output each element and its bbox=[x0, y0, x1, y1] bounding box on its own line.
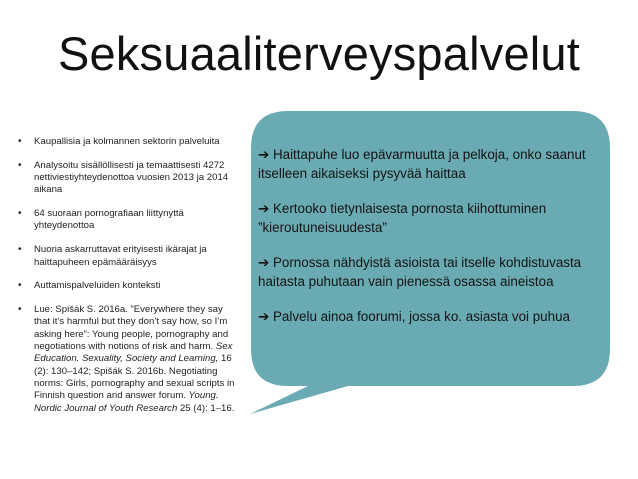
bullet-marker: • bbox=[18, 208, 22, 220]
reference-text: 16 (2): 130–142; Spišák S. 2016b. Negotiating norms: Girls, pornography and sexual scripts in Finnish question and answer forum. bbox=[34, 353, 235, 402]
bubble-point: ➔ Pornossa nähdyistä asioista tai itselle kohdistuvasta haitasta puhutaan vain pienessä osassa aineistoa bbox=[258, 255, 582, 289]
bubble-point: ➔ Palvelu ainoa foorumi, jossa ko. asiasta voi puhua bbox=[258, 309, 570, 324]
bullet-marker: • bbox=[18, 159, 22, 171]
bullet-marker: • bbox=[18, 304, 22, 316]
bubble-point: ➔ Haittapuhe luo epävarmuutta ja pelkoja, onko saanut itselleen aikaiseksi pysyvää haittaa bbox=[258, 147, 586, 181]
list-item: • Analysoitu sisällöllisesti ja temaattisesti 4272 nettiviestiyhteydenottoa vuosien 2013 ja 2014 aikana bbox=[18, 159, 229, 196]
bubble-content bbox=[258, 146, 608, 344]
list-item: • Auttamispalveluiden konteksti bbox=[18, 280, 161, 292]
arrow-icon: ➔ bbox=[258, 309, 270, 324]
list-item: • Nuoria askarruttavat erityisesti ikärajat ja haittapuheen epämääräisyys bbox=[18, 244, 207, 268]
journal-title: Young. Nordic Journal of Youth Research bbox=[34, 390, 219, 414]
arrow-icon: ➔ bbox=[258, 255, 270, 270]
slide-title: Seksuaaliterveyspalvelut bbox=[57, 27, 581, 80]
bullet-marker: • bbox=[18, 244, 22, 256]
bullet-marker: • bbox=[18, 136, 22, 147]
bullet-marker: • bbox=[18, 280, 22, 292]
list-item: • Kaupallisia ja kolmannen sektorin palveluita bbox=[18, 136, 220, 147]
arrow-icon: ➔ bbox=[258, 147, 270, 162]
reference-lead: Lue: Spišák S. 2016a. ”Everywhere they say that it’s harmful but they don’t say how, so I’m asking here”: Young people, pornography and negotiations with notions of risk and harm. bbox=[34, 304, 229, 353]
reference-text: 25 (4): 1–16. bbox=[179, 402, 235, 414]
arrow-icon: ➔ bbox=[258, 201, 270, 216]
bubble-point: ➔ Kertooko tietynlaisesta pornosta kiihottuminen ”kieroutuneisuudesta” bbox=[258, 201, 547, 235]
journal-title: Sex Education. Sexuality, Society and Learning, bbox=[34, 341, 233, 365]
list-item: • 64 suoraan pornografiaan liittynyttä yhteydenottoa bbox=[18, 208, 184, 232]
